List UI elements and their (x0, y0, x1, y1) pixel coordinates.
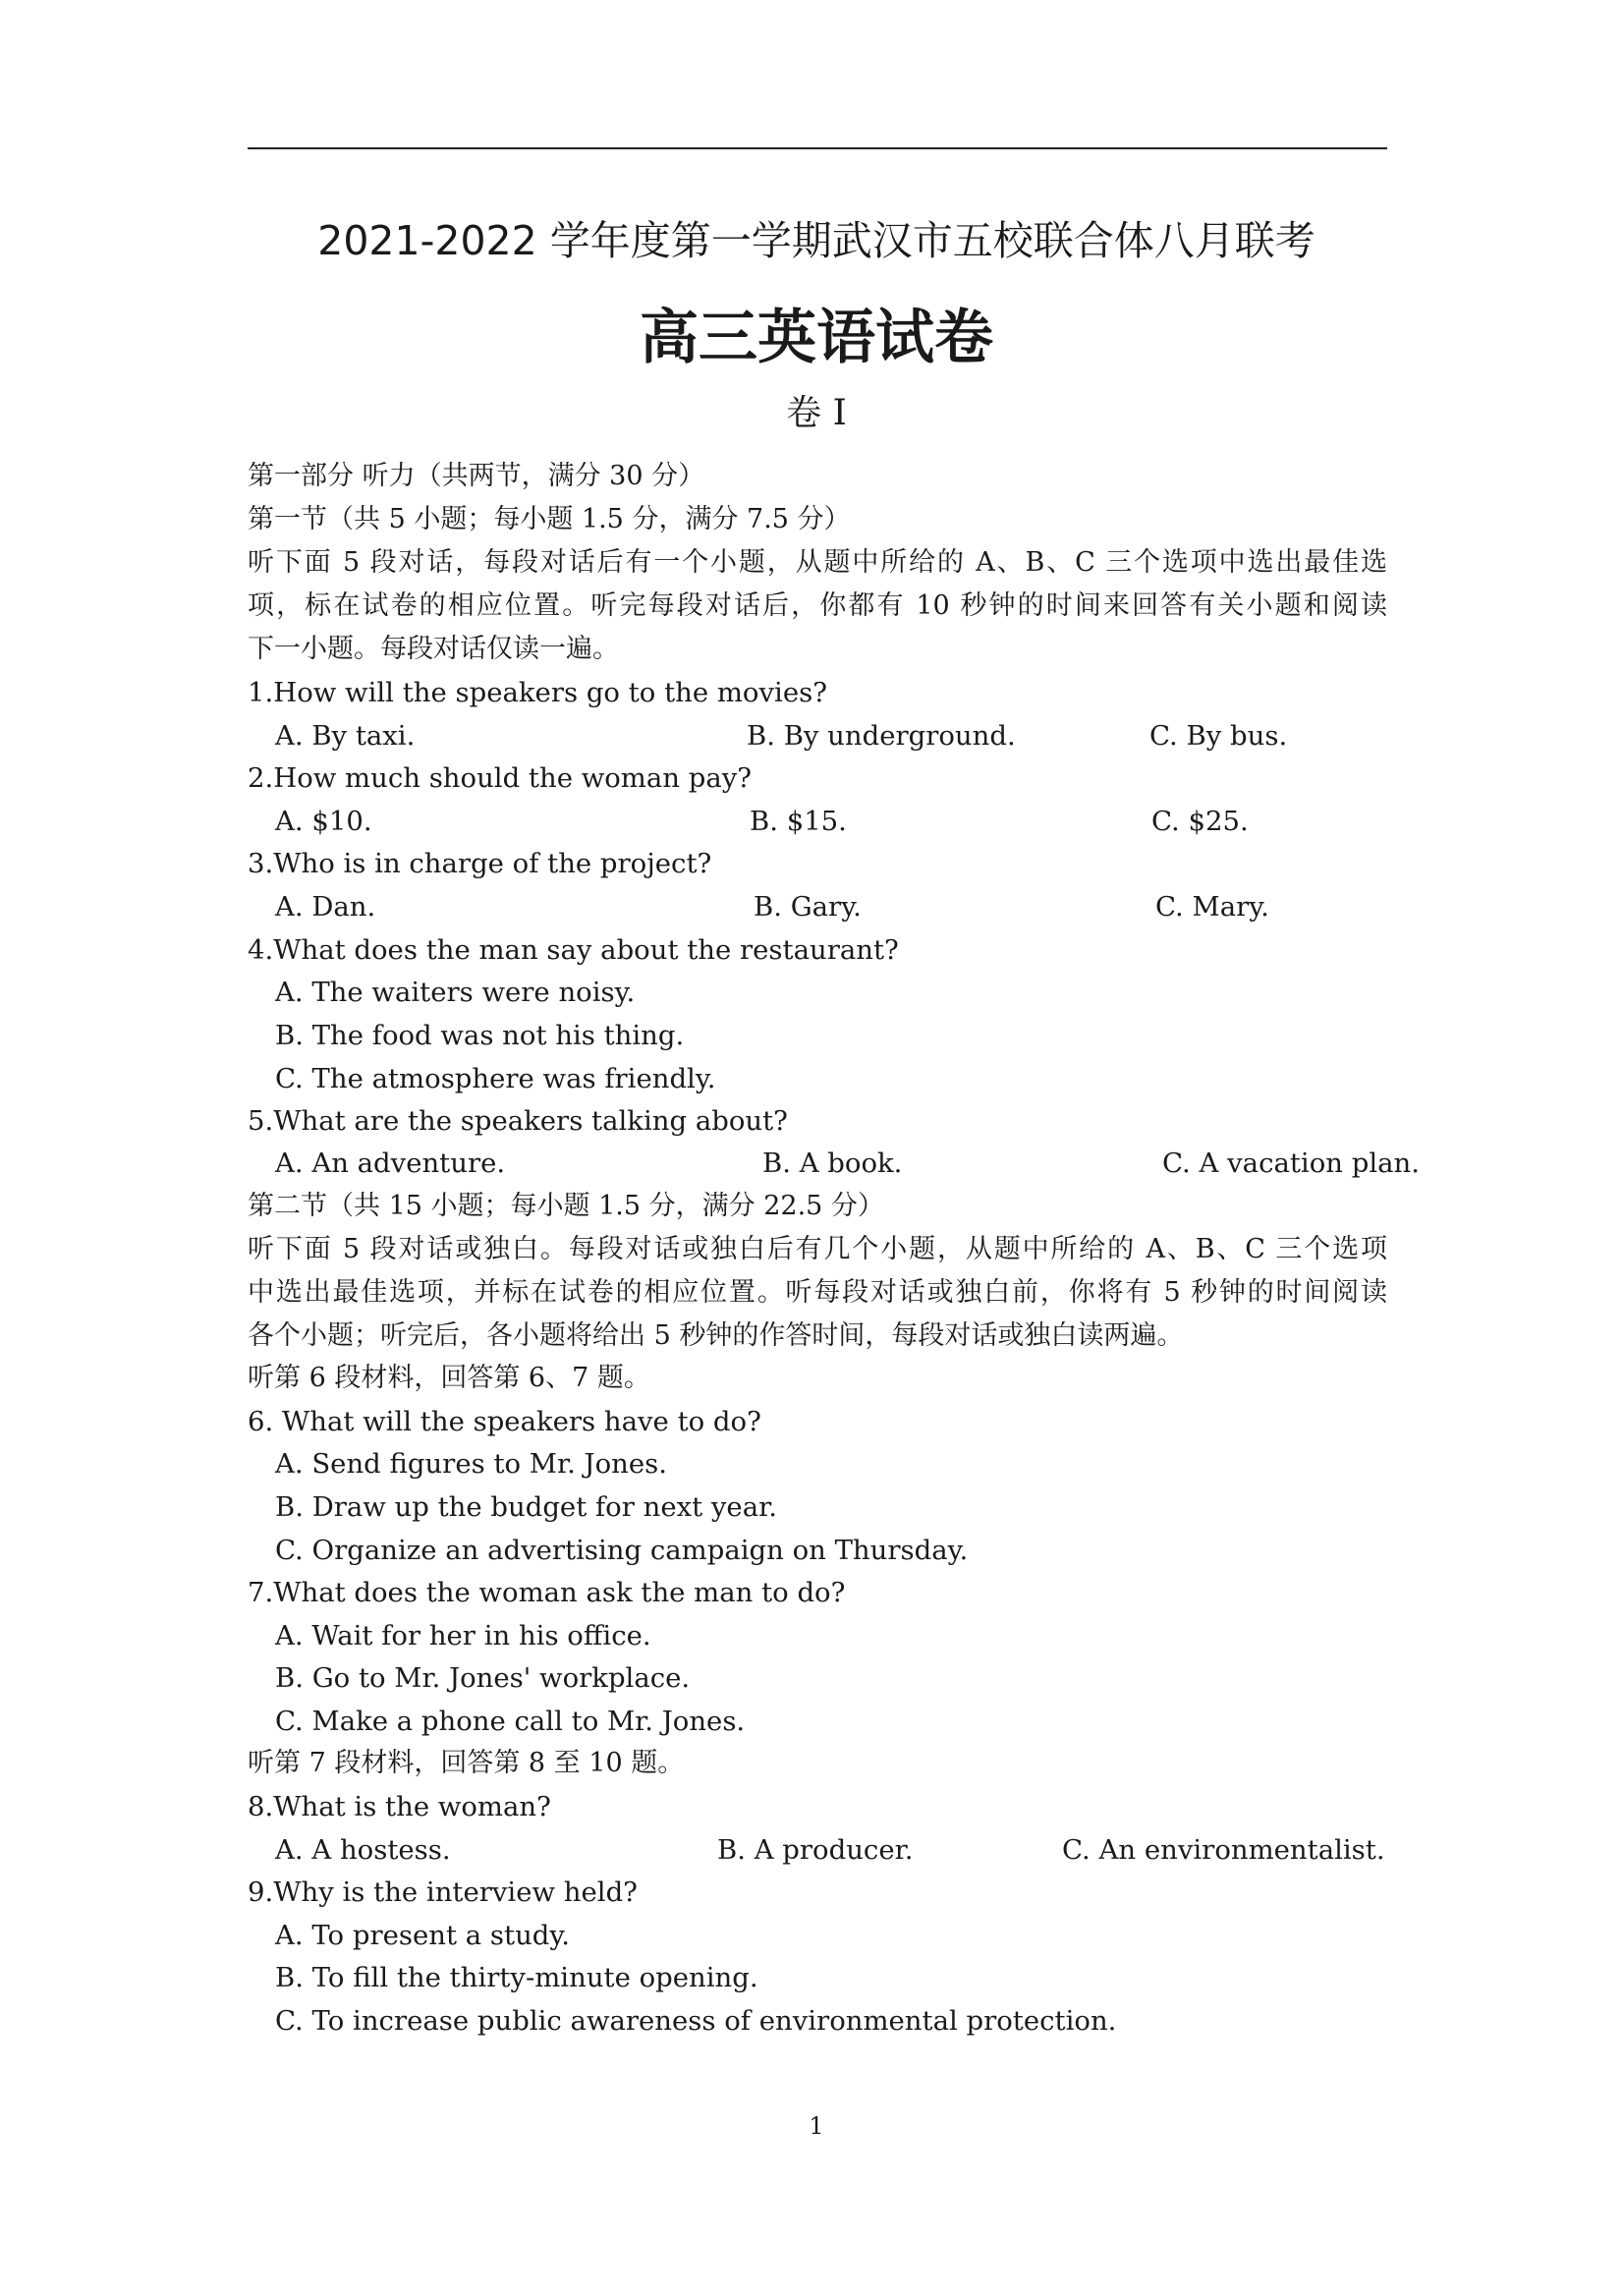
section1-title: 第一节（共 5 小题；每小题 1.5 分，满分 7.5 分） (248, 504, 851, 534)
option-c: C. By bus. (1149, 720, 1288, 752)
exam-header: 2021-2022 学年度第一学期武汉市五校联合体八月联考 (317, 217, 1315, 264)
option-a: A. To present a study. (275, 1920, 571, 1951)
option-b: B. Gary. (754, 891, 862, 923)
option-a: A. A hostess. (275, 1834, 451, 1866)
question-stem: 3.Who is in charge of the project? (248, 848, 712, 879)
option-b: B. Go to Mr. Jones' workplace. (275, 1662, 691, 1694)
question-stem: 9.Why is the interview held? (248, 1876, 638, 1908)
question-stem: 2.How much should the woman pay? (248, 762, 753, 794)
section1-instruction-line: 项，标在试卷的相应位置。听完每段对话后，你都有 10 秒钟的时间来回答有关小题和阅读 (248, 590, 1387, 621)
option-a: A. The waiters were noisy. (275, 977, 636, 1008)
option-a: A. By taxi. (275, 720, 416, 752)
option-a: A. An adventure. (275, 1148, 506, 1179)
part1-title: 第一部分 听力（共两节，满分 30 分） (248, 461, 705, 491)
question-stem: 7.What does the woman ask the man to do? (248, 1577, 846, 1608)
option-c: C. An environmentalist. (1062, 1834, 1385, 1866)
option-a: A. Dan. (275, 891, 376, 923)
section2-instruction-line: 听下面 5 段对话或独白。每段对话或独白后有几个小题，从题中所给的 A、B、C 三个选项 (248, 1234, 1387, 1264)
option-c: C. The atmosphere was friendly. (275, 1063, 716, 1094)
option-b: B. The food was not his thing. (275, 1020, 685, 1051)
option-b: B. To fill the thirty-minute opening. (275, 1962, 758, 1993)
page-number: 1 (809, 2112, 824, 2140)
section2-title: 第二节（共 15 小题；每小题 1.5 分，满分 22.5 分） (248, 1191, 884, 1221)
material-6-label: 听第 6 段材料，回答第 6、7 题。 (248, 1363, 650, 1393)
option-b: B. Draw up the budget for next year. (275, 1491, 777, 1523)
volume-label: 卷 I (786, 393, 847, 433)
option-b: B. By underground. (747, 720, 1016, 752)
option-a: A. $10. (275, 806, 372, 837)
material-7-label: 听第 7 段材料，回答第 8 至 10 题。 (248, 1748, 685, 1778)
question-stem: 4.What does the man say about the restaurant? (248, 934, 899, 966)
section1-instruction-line: 听下面 5 段对话，每段对话后有一个小题，从题中所给的 A、B、C 三个选项中选出最佳选 (248, 547, 1387, 578)
option-b: B. $15. (750, 806, 847, 837)
section1-instruction-line: 下一小题。每段对话仅读一遍。 (248, 634, 619, 664)
option-c: C. $25. (1151, 806, 1249, 837)
option-c: C. Mary. (1155, 891, 1269, 923)
option-c: C. To increase public awareness of environmental protection. (275, 2005, 1117, 2037)
option-b: B. A producer. (717, 1834, 914, 1866)
option-a: A. Wait for her in his office. (275, 1620, 651, 1652)
option-c: C. A vacation plan. (1162, 1148, 1420, 1179)
question-stem: 6. What will the speakers have to do? (248, 1406, 761, 1437)
section2-instruction-line: 中选出最佳选项，并标在试卷的相应位置。听每段对话或独白前，你将有 5 秒钟的时间阅读 (248, 1277, 1387, 1308)
option-a: A. Send figures to Mr. Jones. (275, 1448, 667, 1480)
option-c: C. Organize an advertising campaign on Thursday. (275, 1535, 969, 1566)
exam-title: 高三英语试卷 (640, 304, 993, 372)
question-stem: 1.How will the speakers go to the movies? (248, 677, 827, 708)
question-stem: 8.What is the woman? (248, 1791, 551, 1822)
top-rule (248, 147, 1387, 149)
option-b: B. A book. (762, 1148, 903, 1179)
question-stem: 5.What are the speakers talking about? (248, 1105, 788, 1137)
section2-instruction-line: 各个小题；听完后，各小题将给出 5 秒钟的作答时间，每段对话或独白读两遍。 (248, 1320, 1184, 1351)
option-c: C. Make a phone call to Mr. Jones. (275, 1706, 746, 1737)
